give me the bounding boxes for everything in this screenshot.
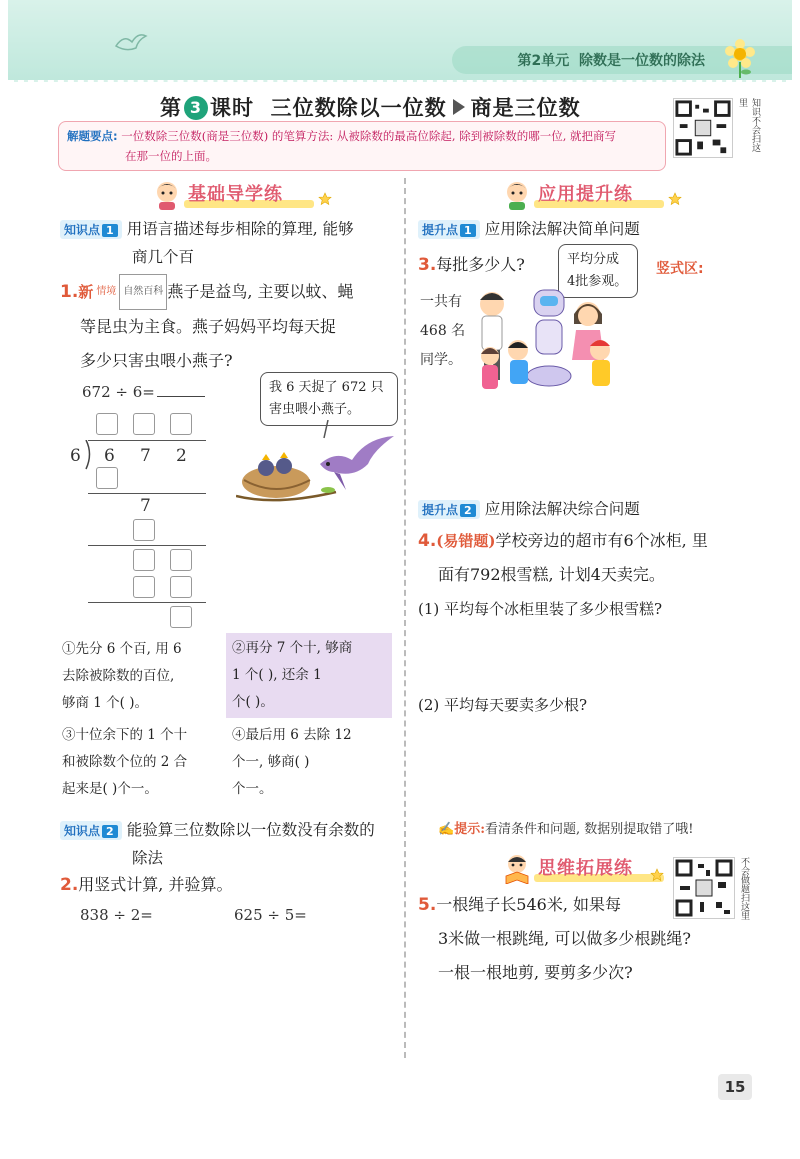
- kid-reading-icon: [502, 852, 532, 884]
- calc-625: 625 ÷ 5=: [234, 906, 307, 924]
- section-banner-apply: 应用提升练: [500, 178, 680, 210]
- students-robot-illustration: [470, 280, 620, 398]
- improve-point-1: 提升点 1 应用除法解决简单问题: [418, 217, 640, 239]
- answer-box[interactable]: [170, 606, 192, 628]
- qr-caption-top: 知识不会扫这里: [737, 98, 760, 152]
- step-1: ①先分 6 个百, 用 6 去除被除数的百位, 够商 1 个( )。: [62, 641, 182, 711]
- question-2: 2.用竖式计算, 并验算。: [60, 875, 233, 895]
- star-icon: [668, 192, 682, 206]
- robot-speech-bubble: 平均分成 4批参观。: [558, 244, 638, 298]
- step-2: ②再分 7 个十, 够商 1 个( ), 还余 1 个( )。: [226, 633, 392, 718]
- division-bracket: [84, 440, 94, 470]
- star-icon: [318, 192, 332, 206]
- answer-box[interactable]: [96, 467, 118, 489]
- kid-icon: [502, 178, 532, 210]
- flower-icon: [720, 38, 760, 78]
- answer-box[interactable]: [133, 413, 155, 435]
- dividend-digit: 7: [140, 446, 151, 466]
- division-equation: 672 ÷ 6=: [82, 383, 205, 401]
- question-4-sub2: (2) 平均每天要卖多少根?: [418, 696, 588, 714]
- answer-box[interactable]: [170, 576, 192, 598]
- question-5: 5.一根绳子长546米, 如果每 3米做一根跳绳, 可以做多少根跳绳? 一根一根地剪, 要剪多少次?: [418, 895, 691, 982]
- answer-box[interactable]: [170, 413, 192, 435]
- q3-side-text: 一共有 468 名 同学。: [420, 294, 466, 368]
- answer-box[interactable]: [133, 576, 155, 598]
- step-3: ③十位余下的 1 个十 和被除数个位的 2 合 起来是( )个一。: [62, 727, 188, 797]
- swallow-nest-illustration: [236, 420, 400, 510]
- swallow-speech-bubble: 我 6 天捉了 672 只 害虫喂小燕子。: [260, 372, 398, 426]
- kid-icon: [152, 178, 182, 210]
- lesson-title: 第 3 课时 三位数除以一位数 商是三位数: [160, 96, 581, 120]
- knowledge-point-2: 知识点 2 能验算三位数除以一位数没有余数的 除法: [60, 818, 400, 868]
- calc-838: 838 ÷ 2=: [80, 906, 153, 924]
- unit-label: 第2单元 除数是一位数的除法: [517, 53, 705, 69]
- step-4: ④最后用 6 去除 12 个一, 够商( ) 个一。: [232, 727, 352, 797]
- page-number: 15: [718, 1074, 752, 1100]
- divisor: 6: [70, 446, 81, 466]
- star-icon: [650, 868, 664, 882]
- answer-box[interactable]: [170, 549, 192, 571]
- tip-icon: ✍: [438, 822, 455, 837]
- answer-box[interactable]: [133, 549, 155, 571]
- tip-box: ✍提示:看清条件和问题, 数据别提取错了哦!: [438, 822, 694, 837]
- vertical-calc-label: 竖式区:: [656, 261, 704, 277]
- triangle-icon: [453, 99, 465, 115]
- question-3: 3.每批多少人?: [418, 255, 525, 275]
- column-divider: [404, 178, 406, 1058]
- knowledge-point-1: 知识点 1 用语言描述每步相除的算理, 能够 商几个百: [60, 217, 400, 267]
- dividend-digit: 2: [176, 446, 187, 466]
- qr-caption-bottom: 不会做题扫这里: [739, 857, 749, 920]
- section-banner-basic: 基础导学练: [150, 178, 330, 210]
- remainder-digit: 7: [140, 496, 151, 516]
- answer-box[interactable]: [133, 519, 155, 541]
- question-1: 1.新 情境 自然百科 燕子是益鸟, 主要以蚊、蝇 等昆虫为主食。燕子妈妈平均每天捉 多少只害虫喂小燕子?: [60, 274, 400, 378]
- dividend-digit: 6: [104, 446, 115, 466]
- qr-code-icon[interactable]: [673, 98, 733, 158]
- bird-decoration-icon: [112, 28, 148, 56]
- key-points-box: 解题要点: 一位数除三位数(商是三位数) 的笔算方法: 从被除数的最高位除起, 除到被除数的哪一位, 就把商写 在那一位的上面。: [58, 121, 666, 171]
- section-banner-extend: 思维拓展练: [500, 852, 680, 884]
- improve-point-2: 提升点 2 应用除法解决综合问题: [418, 497, 640, 519]
- question-4: 4.(易错题)学校旁边的超市有6个冰柜, 里 面有792根雪糕, 计划4天卖完。 (1) 平均每个冰柜里装了多少根雪糕?: [418, 531, 708, 618]
- answer-box[interactable]: [96, 413, 118, 435]
